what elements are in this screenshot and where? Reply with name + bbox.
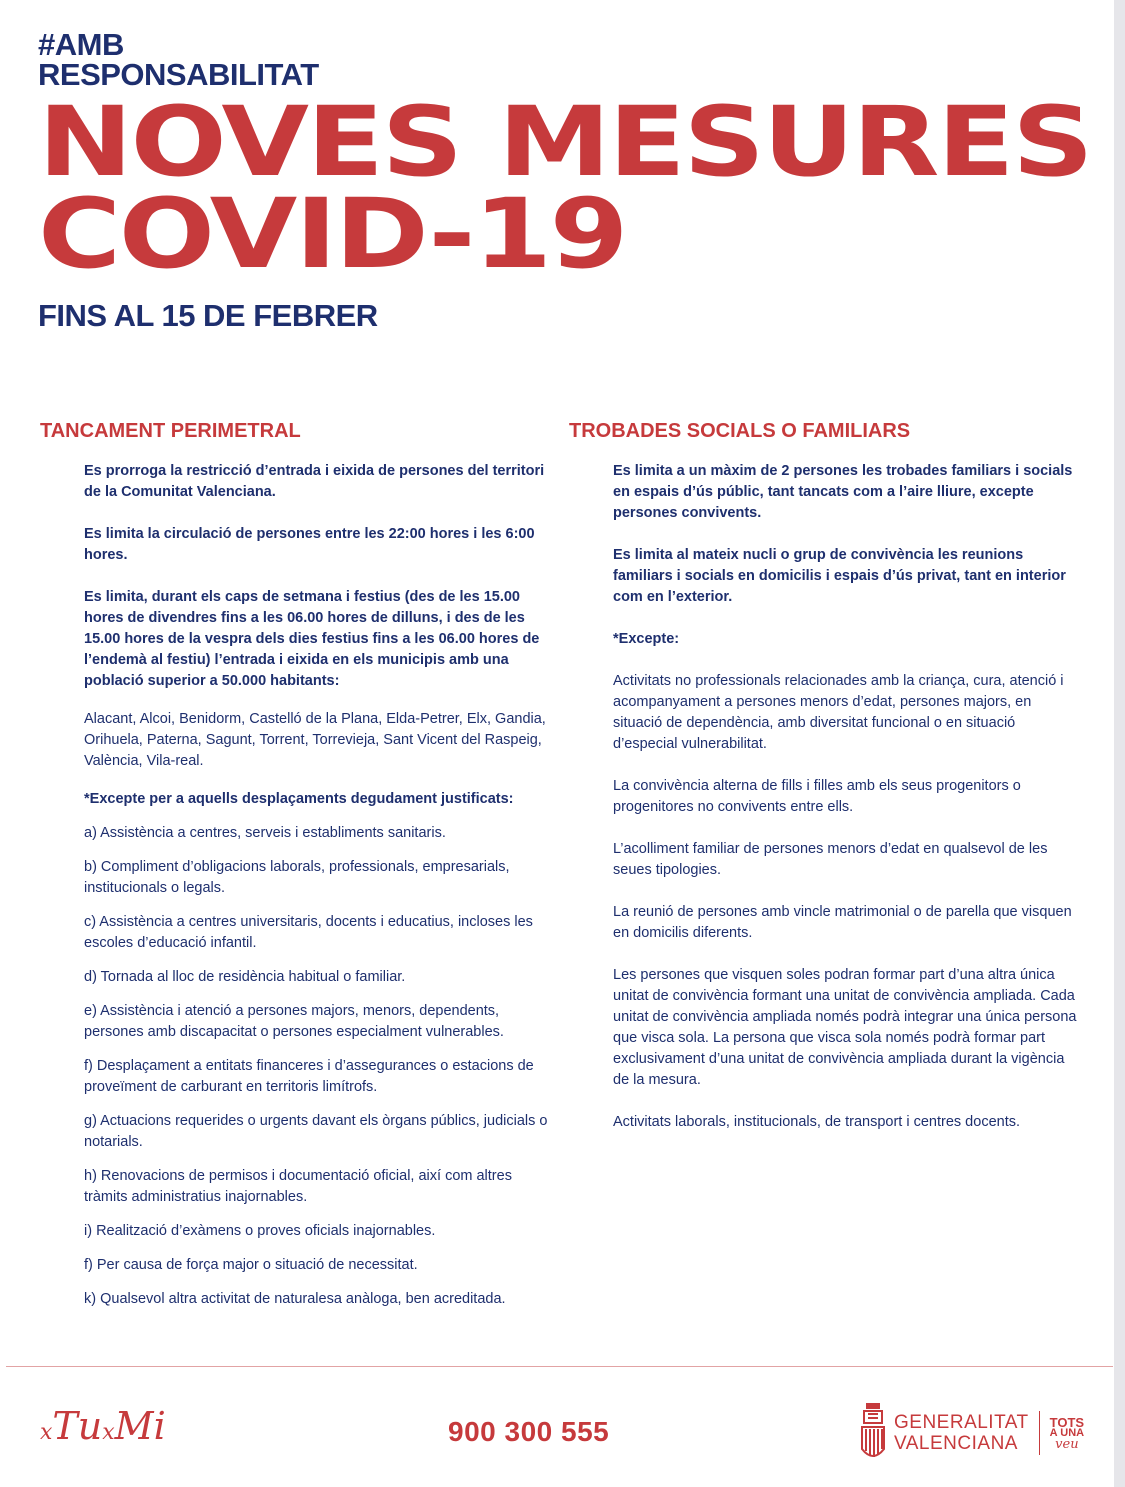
footer-divider xyxy=(6,1366,1113,1367)
list-item: a) Assistència a centres, serveis i establiments sanitaris. xyxy=(84,825,446,841)
tots-label: TOTS xyxy=(1049,1414,1085,1430)
logo-mi: Mi xyxy=(114,1404,166,1448)
paragraph: Es limita a un màxim de 2 persones les trobades familiars i socials en espais d’ús públic, tant tancats com a l’aire lliure, excepte persones convivents. xyxy=(613,463,1073,521)
section-social-meetings xyxy=(569,420,1077,1154)
page-edge xyxy=(1114,0,1125,1487)
list-item: La convivència alterna de fills i filles amb els seus progenitors o progenitores no convivents entre ells. xyxy=(613,778,1021,815)
logo-x: x xyxy=(40,1420,53,1445)
list-item: f) Per causa de força major o situació de necessitat. xyxy=(84,1257,418,1273)
exception-title: *Excepte: xyxy=(613,631,680,647)
list-item: k) Qualsevol altra activitat de naturalesa anàloga, ben acreditada. xyxy=(84,1291,506,1307)
coat-of-arms-icon xyxy=(860,1401,886,1465)
subtitle: FINS AL 15 DE FEBRER xyxy=(38,298,378,333)
paragraph: Es limita al mateix nucli o grup de convivència les reunions familiars i socials en domicilis i espais d’ús privat, tant en interior com en l’exterior. xyxy=(613,547,1066,605)
section-body xyxy=(40,461,554,1310)
list-item: b) Compliment d’obligacions laborals, professionals, empresarials, institucionals o legals. xyxy=(84,859,510,896)
list-item: Activitats no professionals relacionades amb la criança, cura, atenció i acompanyament a persones menors d’edat, persones majors, en situació de dependència, amb diversitat funcional o en situació d’especial vulnerabilitat. xyxy=(613,673,1064,752)
list-item: c) Assistència a centres universitaris, docents i educatius, incloses les escoles d’educació infantil. xyxy=(84,914,533,951)
paragraph: Es limita la circulació de persones entre les 22:00 hores i les 6:00 hores. xyxy=(84,526,535,563)
list-item: f) Desplaçament a entitats financeres i d’assegurances o estacions de proveïment de carburant en territoris limítrofs. xyxy=(84,1058,534,1095)
list-item: Les persones que visquen soles podran formar part d’una altra única unitat de convivència formant una unitat de convivència ampliada. Cada unitat de convivència ampliada només podrà integrar una única persona que visca sola. La persona que visca sola només podrà formar part exclusivament d’una unitat de convivència ampliada durant la vigència de la mesura. xyxy=(613,967,1077,1088)
headline-line-2: COVID-19 xyxy=(38,178,627,290)
header xyxy=(38,27,1092,334)
logo-tu: Tu xyxy=(52,1404,103,1448)
list-item: d) Tornada al lloc de residència habitual o familiar. xyxy=(84,969,406,985)
exception-title: *Excepte per a aquells desplaçaments degudament justificats: xyxy=(84,791,514,807)
list-item: i) Realització d’exàmens o proves oficials inajornables. xyxy=(84,1223,436,1239)
list-item: Activitats laborals, institucionals, de transport i centres docents. xyxy=(613,1114,1020,1130)
list-item: g) Actuacions requerides o urgents davant els òrgans públics, judicials o notarials. xyxy=(84,1113,548,1150)
list-item: h) Renovacions de permisos i documentació oficial, així com altres tràmits administratius inajornables. xyxy=(84,1168,512,1205)
section-heading: TROBADES SOCIALS O FAMILIARS xyxy=(569,420,911,442)
section-heading: TANCAMENT PERIMETRAL xyxy=(40,420,301,442)
hashtag: #AMB xyxy=(38,27,124,62)
veu-label: veu xyxy=(1055,1436,1079,1452)
municipality-list: Alacant, Alcoi, Benidorm, Castelló de la Plana, Elda-Petrer, Elx, Gandia, Orihuela, Paterna, Sagunt, Torrent, Torrevieja, Sant Vicent del Raspeig, València, Vila-real. xyxy=(84,711,546,769)
a-una-label: A UNA xyxy=(1049,1426,1085,1439)
section-body xyxy=(569,461,1083,1133)
headline xyxy=(38,86,1092,290)
generalitat-line-2: VALENCIANA xyxy=(894,1433,1018,1454)
logo-x: x xyxy=(102,1420,115,1445)
generalitat-line-1: GENERALITAT xyxy=(894,1412,1029,1433)
list-item: L’acolliment familiar de persones menors d’edat en qualsevol de les seues tipologies. xyxy=(613,841,1048,878)
paragraph: Es limita, durant els caps de setmana i festius (des de les 15.00 hores de divendres fins a les 06.00 hores de dilluns, i des de les 15.00 hores de la vespra dels dies festius fins a les 06.00 hores de l’endemà al festiu) l’entrada i eixida en els municipis amb una població superior a 50.000 habitants: xyxy=(84,589,540,689)
logo-separator xyxy=(1039,1411,1040,1455)
generalitat-logo xyxy=(860,1398,1084,1468)
paragraph: Es prorroga la restricció d’entrada i eixida de persones del territori de la Comunitat Valenciana. xyxy=(84,463,545,500)
generalitat-wordmark xyxy=(894,1412,1029,1454)
tots-a-una-veu-logo xyxy=(1049,1414,1085,1452)
list-item: e) Assistència i atenció a persones majors, menors, dependents, persones amb discapacitat o persones especialment vulnerables. xyxy=(84,1003,504,1040)
headline-line-1: NOVES MESURES xyxy=(38,86,1092,198)
hashtag-word: RESPONSABILITAT xyxy=(38,57,319,92)
xtuxmi-logo xyxy=(40,1404,166,1448)
phone-number[interactable]: 900 300 555 xyxy=(448,1416,610,1447)
list-item: La reunió de persones amb vincle matrimonial o de parella que visquen en domicilis diferents. xyxy=(613,904,1072,941)
section-perimetral-closure xyxy=(40,420,548,1323)
